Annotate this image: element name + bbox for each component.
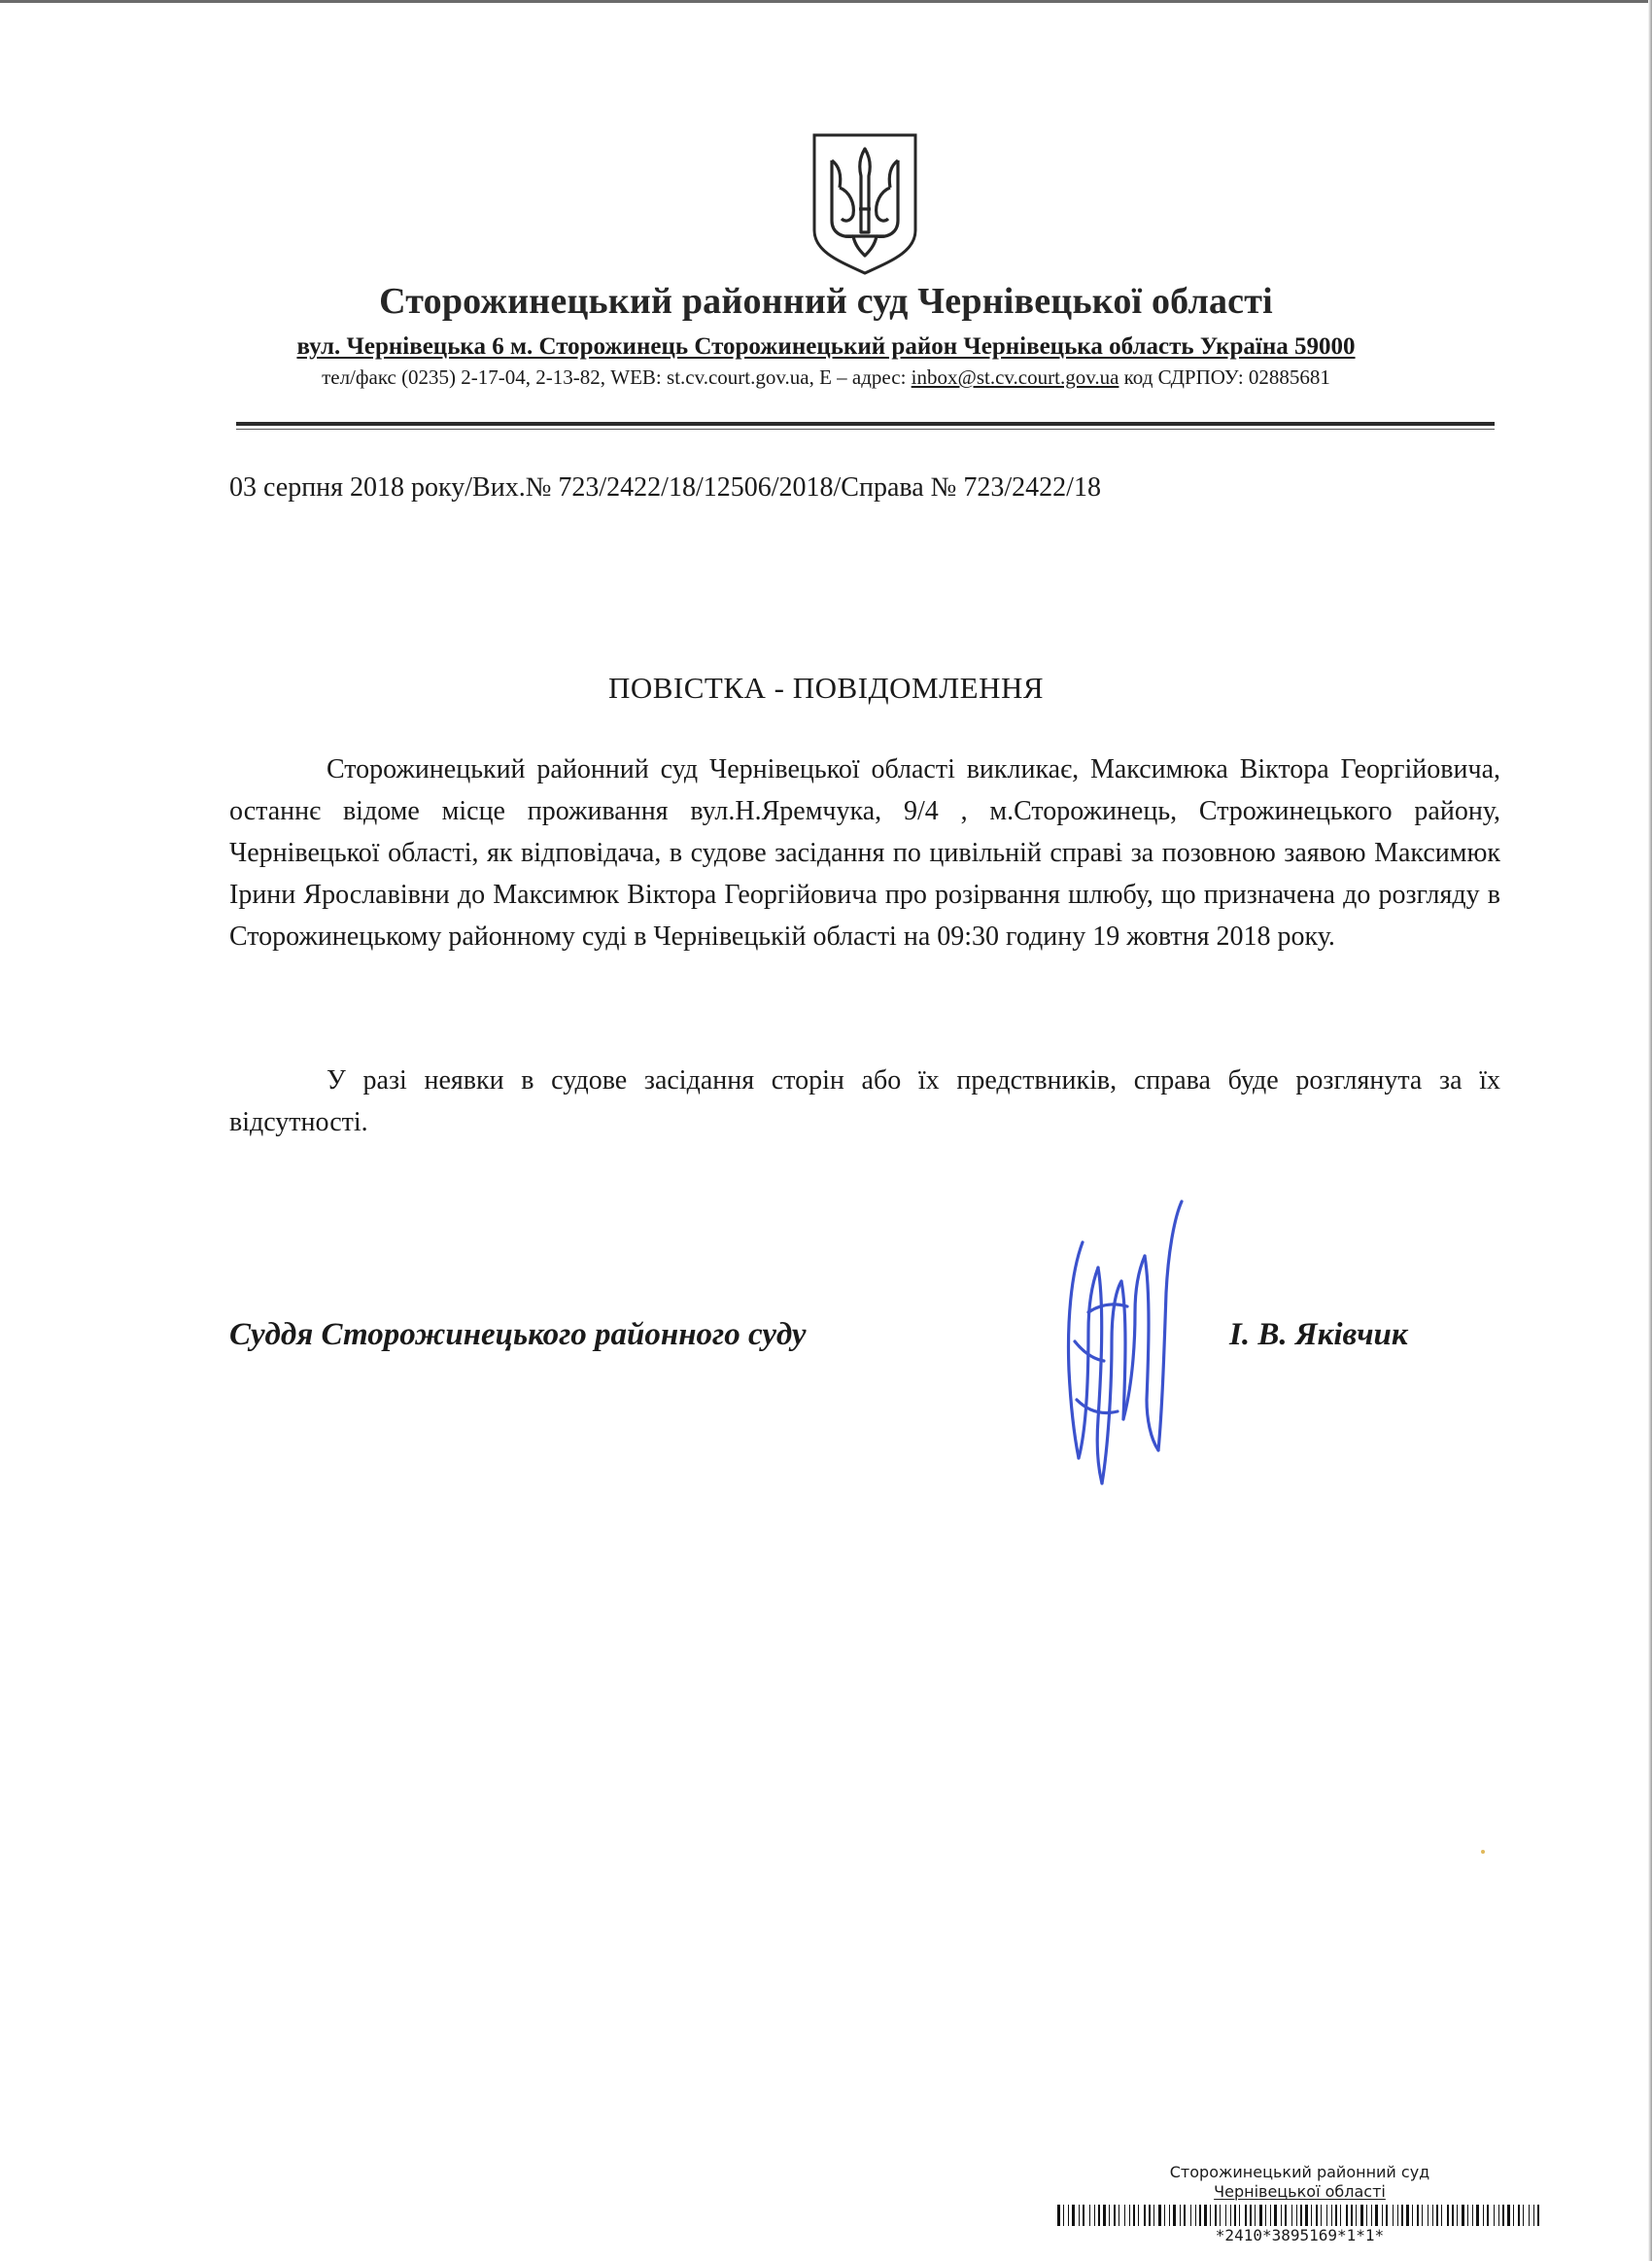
barcode-bar	[1382, 2205, 1383, 2226]
barcode-bar	[1412, 2205, 1413, 2226]
barcode-bar	[1316, 2205, 1318, 2226]
barcode-bar	[1476, 2205, 1479, 2226]
contacts-prefix: тел/факс (0235) 2-17-04, 2-13-82, WEB: st.cv.court.gov.ua, E – адрес:	[322, 365, 912, 389]
barcode-bar	[1483, 2205, 1484, 2226]
barcode-bar	[1234, 2205, 1236, 2226]
barcode-bar	[1335, 2205, 1337, 2226]
barcode-number: *2410*3895169*1*1*	[1215, 2226, 1385, 2244]
barcode-bar	[1225, 2205, 1226, 2226]
barcode-bar	[1281, 2205, 1282, 2226]
barcode-bar	[1103, 2205, 1106, 2226]
header-divider-thin	[236, 429, 1495, 430]
barcode-bar	[1149, 2205, 1151, 2226]
barcode-bar	[1114, 2205, 1116, 2226]
barcode-bar	[1375, 2205, 1378, 2226]
barcode-bar	[1533, 2205, 1534, 2226]
barcode-bar	[1124, 2205, 1125, 2226]
barcode-bar	[1169, 2205, 1170, 2226]
barcode-bar	[1311, 2205, 1312, 2226]
barcode-bar	[1158, 2205, 1161, 2226]
barcode-bar	[1537, 2205, 1539, 2226]
barcode-bar	[1144, 2205, 1146, 2226]
barcode-bar	[1371, 2205, 1372, 2226]
barcode-bar	[1083, 2205, 1084, 2226]
barcode-bar	[1210, 2205, 1211, 2226]
contacts-suffix: код СДРПОУ: 02885681	[1119, 365, 1330, 389]
barcode-bar	[1305, 2205, 1308, 2226]
barcode-bar	[1513, 2205, 1514, 2226]
barcode-bar	[1457, 2205, 1458, 2226]
barcode-bar	[1079, 2205, 1080, 2226]
barcode-bar	[1351, 2205, 1353, 2226]
barcode-bar	[1296, 2205, 1297, 2226]
barcode-bar	[1215, 2205, 1217, 2226]
barcode-bar	[1057, 2205, 1060, 2226]
barcode-bar	[1494, 2205, 1495, 2226]
trident-coat-of-arms-icon	[810, 131, 919, 277]
barcode-bar	[1529, 2205, 1530, 2226]
court-address-text: вул. Чернівецька 6 м. Сторожинець Сторожинецький район Чернівецька область Україна 59000	[296, 333, 1356, 360]
barcode-bar	[1406, 2205, 1409, 2226]
barcode-bar	[1472, 2205, 1473, 2226]
barcode-bar	[1467, 2205, 1468, 2226]
judge-name: І. В. Яківчик	[1229, 1317, 1408, 1352]
barcode-bar	[1366, 2205, 1367, 2226]
barcode-bar	[1195, 2205, 1196, 2226]
barcode-bar	[1138, 2205, 1139, 2226]
registry-barcode	[1057, 2205, 1539, 2226]
barcode-bar	[1326, 2205, 1327, 2226]
barcode-bar	[1518, 2205, 1520, 2226]
barcode-bar	[1265, 2205, 1266, 2226]
barcode-bar	[1190, 2205, 1191, 2226]
outgoing-reference-line: 03 серпня 2018 року/Вих.№ 723/2422/18/12506/2018/Справа № 723/2422/18	[229, 472, 1101, 503]
absence-notice-paragraph: У разі неявки в судове засідання сторін або їх предствників, справа буде розглянута за їх відсутності.	[229, 1065, 1500, 1137]
barcode-bar	[1393, 2205, 1394, 2226]
barcode-bar	[1441, 2205, 1442, 2226]
barcode-bar	[1133, 2205, 1135, 2226]
barcode-bar	[1291, 2205, 1292, 2226]
barcode-bar	[1180, 2205, 1181, 2226]
barcode-bar	[1239, 2205, 1240, 2226]
header-divider	[236, 422, 1495, 426]
barcode-bar	[1498, 2205, 1499, 2226]
barcode-bar	[1417, 2205, 1419, 2226]
barcode-bar	[1321, 2205, 1322, 2226]
barcode-bar	[1436, 2205, 1438, 2226]
barcode-bar	[1098, 2205, 1100, 2226]
barcode-bar	[1447, 2205, 1449, 2226]
barcode-bar	[1199, 2205, 1201, 2226]
barcode-bar	[1220, 2205, 1221, 2226]
judge-position-label: Суддя Сторожинецького районного суду	[229, 1317, 807, 1352]
barcode-bar	[1523, 2205, 1524, 2226]
court-email-link[interactable]: inbox@st.cv.court.gov.ua	[911, 365, 1119, 389]
scan-edge-top	[0, 0, 1652, 3]
barcode-bar	[1184, 2205, 1186, 2226]
barcode-bar	[1401, 2205, 1403, 2226]
registry-court-line-1: Сторожинецький районний суд	[1169, 2163, 1430, 2181]
barcode-bar	[1360, 2205, 1363, 2226]
barcode-bar	[1063, 2205, 1064, 2226]
barcode-bar	[1089, 2205, 1090, 2226]
barcode-bar	[1230, 2205, 1231, 2226]
scan-speck	[1481, 1850, 1485, 1854]
barcode-bar	[1507, 2205, 1510, 2226]
barcode-bar	[1432, 2205, 1433, 2226]
barcode-bar	[1164, 2205, 1165, 2226]
court-contacts	[0, 365, 1652, 390]
barcode-bar	[1386, 2205, 1388, 2226]
barcode-bar	[1331, 2205, 1332, 2226]
barcode-bar	[1487, 2205, 1489, 2226]
summons-paragraph: Сторожинецький районний суд Чернівецької області викликає, Максимюка Віктора Георгійовича, останнє відоме місце проживання вул.Н.Яремчука, 9/4 , м.Сторожинець, Строжинецького району, Чернівецької області, як відповідача, в судове засідання по цивільній справі за позовною заявою Максимюк Ірини Ярославівни до Максимюк Віктора Георгійовича про розірвання шлюбу, що призначена до розгляду в Сторожинецькому районному суді в Чернівецькій області на 09:30 годину 19 жовтня 2018 року.	[229, 754, 1500, 952]
barcode-bar	[1173, 2205, 1176, 2226]
barcode-bar	[1245, 2205, 1247, 2226]
barcode-bar	[1422, 2205, 1423, 2226]
barcode-bar	[1255, 2205, 1256, 2226]
barcode-bar	[1502, 2205, 1504, 2226]
barcode-bar	[1109, 2205, 1110, 2226]
barcode-bar	[1204, 2205, 1207, 2226]
barcode-bar	[1340, 2205, 1341, 2226]
document-title: ПОВІСТКА - ПОВІДОМЛЕННЯ	[607, 671, 1045, 705]
barcode-bar	[1356, 2205, 1357, 2226]
barcode-bar	[1462, 2205, 1464, 2226]
barcode-bar	[1094, 2205, 1095, 2226]
barcode-bar	[1250, 2205, 1252, 2226]
barcode-bar	[1346, 2205, 1348, 2226]
barcode-bar	[1153, 2205, 1154, 2226]
court-name-heading: Сторожинецький районний суд Чернівецької області	[379, 281, 1273, 322]
barcode-bar	[1274, 2205, 1277, 2226]
court-address	[0, 333, 1652, 361]
registry-stamp	[1074, 2163, 1526, 2202]
barcode-bar	[1068, 2205, 1069, 2226]
barcode-bar	[1072, 2205, 1075, 2226]
registry-court-line-2: Чернівецької області	[1214, 2182, 1386, 2201]
barcode-bar	[1129, 2205, 1130, 2226]
handwritten-signature	[1050, 1196, 1195, 1497]
barcode-bar	[1259, 2205, 1262, 2226]
barcode-bar	[1397, 2205, 1398, 2226]
barcode-bar	[1452, 2205, 1454, 2226]
barcode-bar	[1285, 2205, 1287, 2226]
barcode-bar	[1270, 2205, 1271, 2226]
barcode-bar	[1300, 2205, 1302, 2226]
